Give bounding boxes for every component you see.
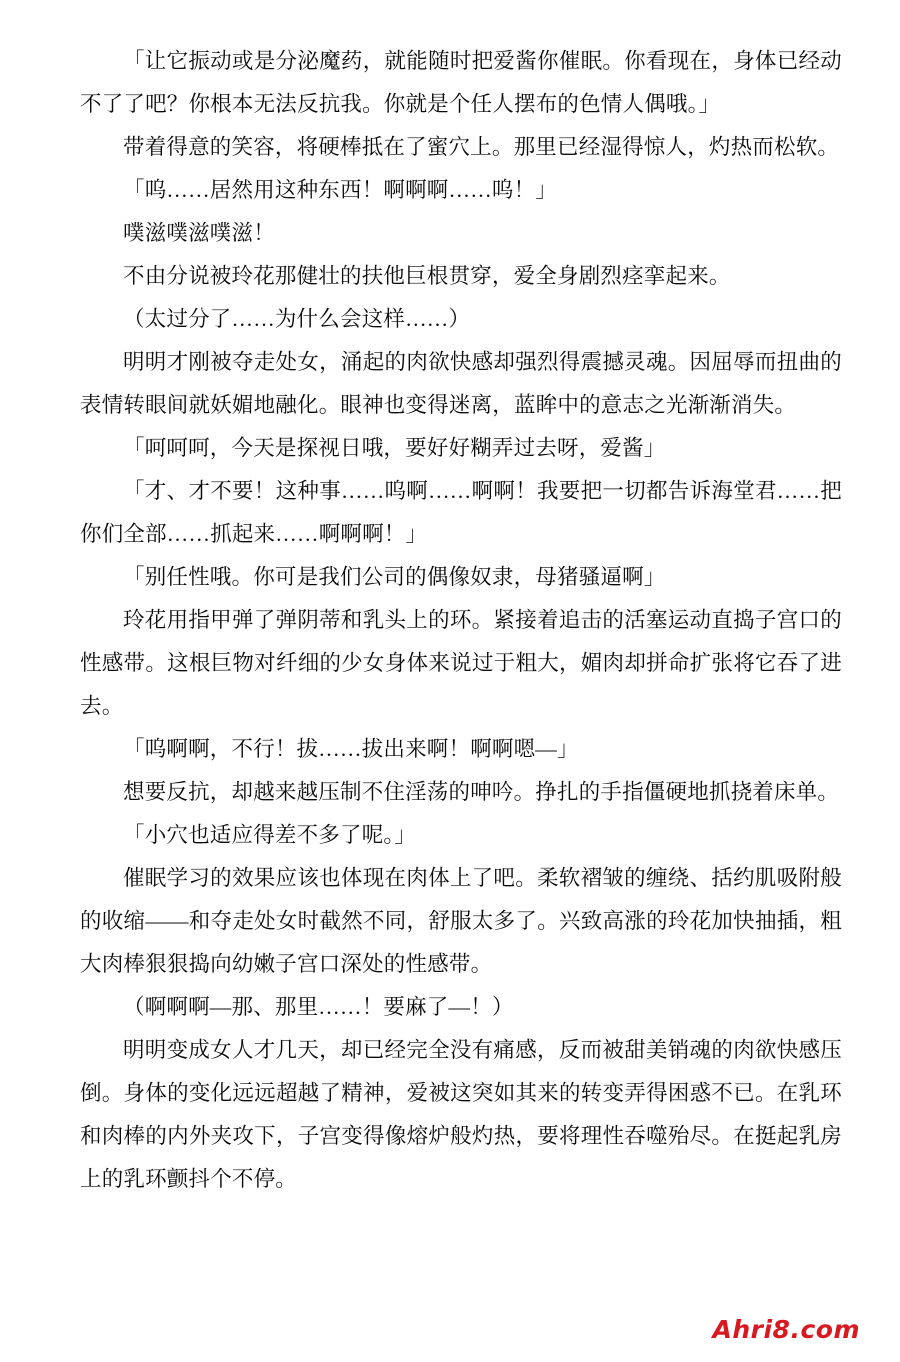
paragraph: 明明才刚被夺走处女，涌起的肉欲快感却强烈得震撼灵魂。因屈辱而扭曲的表情转眼间就妖媚地融化。眼神也变得迷离，蓝眸中的意志之光渐渐消失。 — [80, 350, 842, 417]
paragraph: 「呜啊啊，不行！拔……拔出来啊！啊啊嗯—」 — [123, 737, 579, 761]
paragraph: （啊啊啊—那、那里……！要麻了—！） — [123, 995, 514, 1019]
paragraph: 带着得意的笑容，将硬棒抵在了蜜穴上。那里已经湿得惊人，灼热而松软。 — [123, 135, 840, 159]
paragraph: 「小穴也适应得差不多了呢。」 — [123, 823, 417, 847]
paragraph: 不由分说被玲花那健壮的扶他巨根贯穿，爱全身剧烈痉挛起来。 — [123, 264, 731, 288]
paragraph: 「让它振动或是分泌魔药，就能随时把爱酱你催眠。你看现在，身体已经动不了了吧？你根本无法反抗我。你就是个任人摆布的色情人偶哦。」 — [80, 49, 842, 116]
paragraph: 催眠学习的效果应该也体现在肉体上了吧。柔软褶皱的缠绕、括约肌吸附般的收缩——和夺走处女时截然不同，舒服太多了。兴致高涨的玲花加快抽插，粗大肉棒狠狠捣向幼嫩子宫口深处的性感带。 — [80, 866, 842, 976]
site-watermark: Ahri8.com — [712, 1315, 860, 1344]
paragraph: 想要反抗，却越来越压制不住淫荡的呻吟。挣扎的手指僵硬地抓挠着床单。 — [123, 780, 840, 804]
document-body — [80, 40, 842, 1201]
paragraph: 「才、才不要！这种事……呜啊……啊啊！我要把一切都告诉海堂君……把你们全部……抓起来……啊啊啊！」 — [80, 479, 842, 546]
paragraph: 噗滋噗滋噗滋！ — [123, 221, 275, 245]
paragraph: 「呵呵呵，今天是探视日哦，要好好糊弄过去呀，爱酱」 — [123, 436, 666, 460]
paragraph: 明明变成女人才几天，却已经完全没有痛感，反而被甜美销魂的肉欲快感压倒。身体的变化远远超越了精神，爱被这突如其来的转变弄得困惑不已。在乳环和肉棒的内外夹攻下，子宫变得像熔炉般灼热，要将理性吞噬殆尽。在挺起乳房上的乳环颤抖个不停。 — [80, 1038, 842, 1191]
paragraph: （太过分了……为什么会这样……） — [123, 307, 471, 331]
paragraph: 「别任性哦。你可是我们公司的偶像奴隶，母猪骚逼啊」 — [123, 565, 666, 589]
paragraph: 玲花用指甲弹了弹阴蒂和乳头上的环。紧接着追击的活塞运动直捣子宫口的性感带。这根巨物对纤细的少女身体来说过于粗大，媚肉却拼命扩张将它吞了进去。 — [80, 608, 842, 718]
paragraph: 「呜……居然用这种东西！啊啊啊……呜！」 — [123, 178, 558, 202]
